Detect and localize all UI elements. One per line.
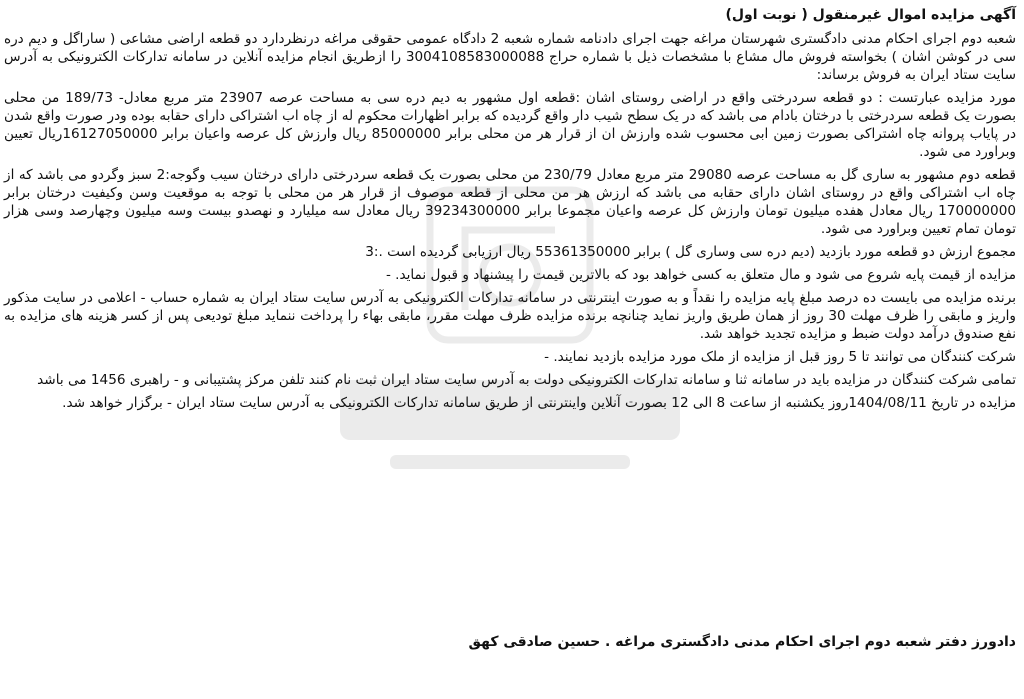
notice-title: آگهی مزایده اموال غیرمنقول ( نوبت اول) xyxy=(725,7,1016,23)
auction-notice xyxy=(4,6,1016,695)
paragraph-intro: شعبه دوم اجرای احکام مدنی دادگستری شهرستان مراغه جهت اجرای دادنامه شماره شعبه 2 دادگاه عمومی حقوقی مراغه درنظردارد دو قطعه اراضی مشاعی ( ساراگل و دیم دره سی در کوشن اشان ) بخواسته فروش مال مشاع با مشخصات ذیل با شماره حراج 3004108583000088 را ازطریق انجام مزایده آنلاین در سامانه تدارکات الکترونیکی به آدرس سایت ستاد ایران به فروش برساند: xyxy=(4,31,1016,83)
paragraph-registration: تمامی شرکت کنندگان در مزایده باید در سامانه ثنا و سامانه تدارکات الکترونیکی دولت به آدرس سایت ستاد ایران ثبت نام کنند تلفن مرکز پشتیبانی و - راهبری 1456 می باشد xyxy=(37,372,1016,388)
paragraph-first-parcel: مورد مزایده عبارتست : دو قطعه سردرختی واقع در اراضی روستای اشان :قطعه اول مشهور به دیم دره سی به مساحت عرصه 23907 متر مربع معادل- 189/73 من محلی بصورت یک قطعه سردرختی با درختان بادام می باشد که در یک سطح شیب دار واقع گردیده که برابر اظهارات محکوم له از چاه اب اشتراکی دارای حقابه بوده ودر صورت واقع شدن در پایاب پروانه چاه اشتراکی بصورت زمین ابی محسوب شده وارزش ان از قرار هر من محلی برابر 85000000 ریال وارزش کل عرصه واعیان برابر 16127050000ریال تعیین وبراورد می شود. xyxy=(4,90,1016,160)
paragraph-total-value: مجموع ارزش دو قطعه مورد بازدید (دیم دره سی وساری گل ) برابر 55361350000 ریال ارزیابی گردیده است .:3 xyxy=(365,244,1016,260)
paragraph-visit: شرکت کنندگان می توانند تا 5 روز قبل از مزایده از ملک مورد مزایده بازدید نمایند. - xyxy=(544,349,1016,365)
paragraph-base-price: مزایده از قیمت پایه شروع می شود و مال متعلق به کسی خواهد بود که بالاترین قیمت را پیشنهاد و قبول نماید. - xyxy=(385,267,1016,283)
paragraph-second-parcel: قطعه دوم مشهور به ساری گل به مساحت عرصه 29080 متر مربع معادل 230/79 من محلی بصورت یک قطعه سردرختی دارای درختان سیب وگوجه:2 سبز وگردو می باشد که از چاه اب اشتراکی واقع در روستای اشان دارای حقابه می باشد که ارزش هر من محلی از قطعه موصوف از قرار هر من محلی با توجه به موقعیت وسن وکیفیت درختان برابر 170000000 ریال معادل هفده میلیون تومان وارزش کل عرصه واعیان مجموعا برابر 39234300000 ریال معادل سه میلیارد و نهصدو بیست وسه میلیون وچهارصد وسی هزار تومان تمام تعیین وبراورد می شود. xyxy=(4,167,1016,237)
signature-line: دادورز دفتر شعبه دوم اجرای احکام مدنی دادگستری مراغه . حسین صادقی کهق xyxy=(468,634,1016,650)
paragraph-auction-date: مزایده در تاریخ 1404/08/11روز یکشنبه از ساعت 8 الی 12 بصورت آنلاین واینترنتی از طریق سامانه تدارکات الکترونیکی به آدرس سایت ستاد ایران - برگزار خواهد شد. xyxy=(62,395,1016,411)
paragraph-winner-payment: برنده مزایده می بایست ده درصد مبلغ پایه مزایده را نقداً و به صورت اینترنتی در سامانه تدارکات الکترونیکی به آدرس سایت ستاد ایران به شماره حساب - اعلامی در سایت مذکور واریز و مابقی را ظرف مهلت 30 روز از همان طریق واریز نماید چنانچه برنده مزایده ظرف مهلت مقرر، مابقی بهاء را پرداخت ننماید مبلغ تودیعی پس از کسر هزینه های مزایده به نفع صندوق درآمد دولت ضبط و مزایده تجدید خواهد شد. xyxy=(4,290,1016,342)
